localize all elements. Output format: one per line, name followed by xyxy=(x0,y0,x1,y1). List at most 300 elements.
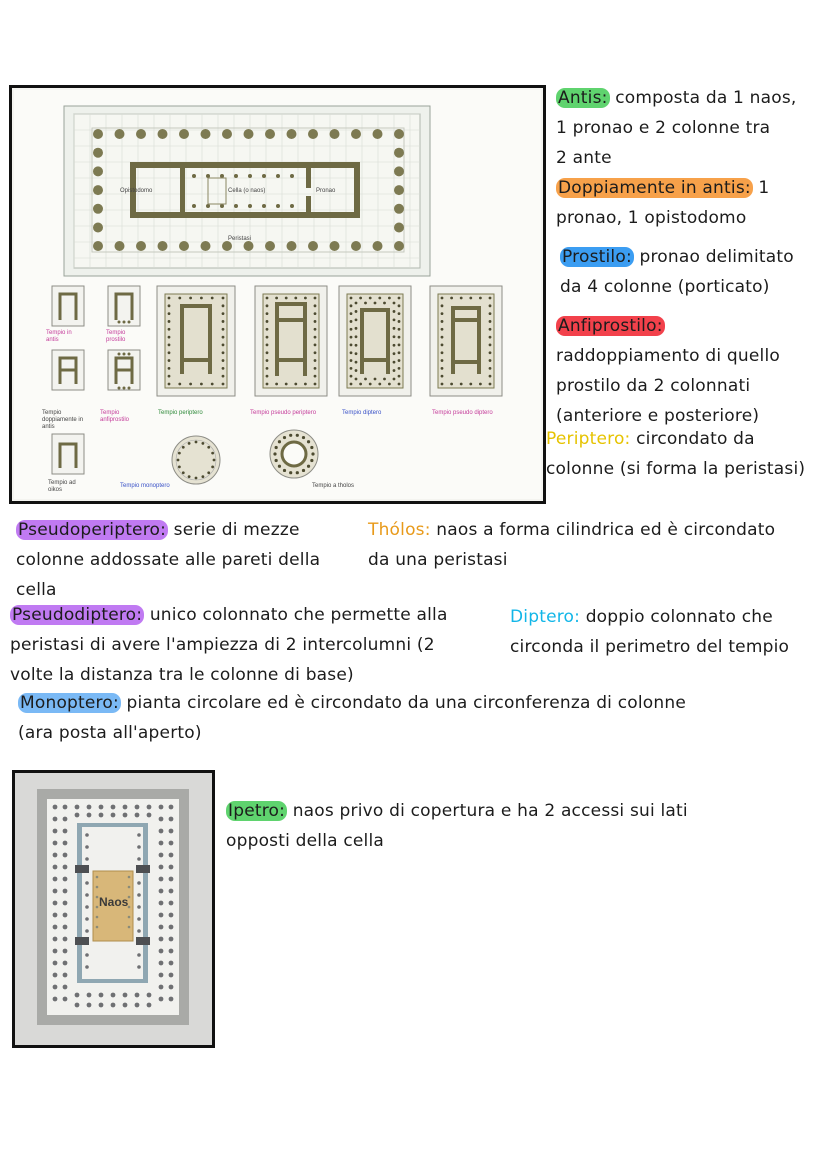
column-mark xyxy=(222,367,225,370)
column-mark xyxy=(489,297,492,300)
column-mark xyxy=(469,297,472,300)
column-mark xyxy=(222,344,225,347)
column-mark xyxy=(275,297,278,300)
column-mark xyxy=(158,129,168,139)
column-mark xyxy=(248,174,252,178)
column-mark xyxy=(87,993,92,998)
column-mark xyxy=(169,901,174,906)
column-mark xyxy=(159,985,164,990)
column-mark xyxy=(287,129,297,139)
column-mark xyxy=(147,993,152,998)
label-tempio-anfiprostilo: Tempio anfiprostilo xyxy=(100,410,130,423)
column-mark xyxy=(177,459,180,462)
term-tholos: Thólos: xyxy=(368,520,431,540)
column-mark xyxy=(393,335,396,338)
column-mark xyxy=(147,813,152,818)
note-pseudoperiptero xyxy=(16,515,361,605)
column-mark xyxy=(115,241,125,251)
column-mark xyxy=(266,304,269,307)
column-mark xyxy=(192,174,196,178)
column-mark xyxy=(93,148,103,158)
column-mark xyxy=(244,129,254,139)
column-mark xyxy=(290,204,294,208)
column-mark xyxy=(222,375,225,378)
column-mark xyxy=(159,913,164,918)
column-mark xyxy=(93,129,103,139)
column-mark xyxy=(359,383,362,386)
column-mark xyxy=(441,344,444,347)
column-mark xyxy=(201,475,204,478)
column-mark xyxy=(207,471,210,474)
column-mark xyxy=(394,241,404,251)
column-mark xyxy=(450,297,453,300)
column-mark xyxy=(137,929,141,933)
column-mark xyxy=(394,166,404,176)
column-mark xyxy=(169,937,174,942)
column-mark xyxy=(266,351,269,354)
tholos-line-2: da una peristasi xyxy=(368,550,508,570)
column-mark xyxy=(262,174,266,178)
column-mark xyxy=(248,204,252,208)
column-mark xyxy=(182,471,185,474)
column-mark xyxy=(93,241,103,251)
column-mark xyxy=(53,961,58,966)
tholos-line-1: naos a forma cilindrica ed è circondato xyxy=(436,520,776,540)
temple-plans-svg xyxy=(12,88,543,501)
column-mark xyxy=(394,185,404,195)
naos-label: Naos xyxy=(99,895,129,909)
ipetro-line-1: naos privo di copertura e ha 2 accessi sui lati xyxy=(292,801,688,821)
column-mark xyxy=(99,805,104,810)
temple-plans-figure xyxy=(9,85,546,504)
column-mark xyxy=(351,129,361,139)
column-mark xyxy=(393,361,396,364)
note-anfiprostilo xyxy=(556,311,824,431)
column-mark xyxy=(85,917,89,921)
column-mark xyxy=(314,297,317,300)
column-mark xyxy=(307,465,310,468)
column-mark xyxy=(179,129,189,139)
column-mark xyxy=(53,937,58,942)
column-mark xyxy=(398,367,401,370)
column-mark xyxy=(302,469,305,472)
column-mark xyxy=(75,813,80,818)
column-mark xyxy=(460,383,463,386)
column-mark xyxy=(93,166,103,176)
note-ipetro xyxy=(226,796,766,856)
column-mark xyxy=(135,1003,140,1008)
column-mark xyxy=(189,297,192,300)
term-ipetro: Ipetro: xyxy=(228,801,286,821)
column-mark xyxy=(159,853,164,858)
column-mark xyxy=(350,359,353,362)
column-mark xyxy=(350,375,353,378)
column-mark xyxy=(137,845,141,849)
column-mark xyxy=(307,440,310,443)
column-mark xyxy=(285,297,288,300)
column-mark xyxy=(350,344,353,347)
column-mark xyxy=(266,367,269,370)
column-mark xyxy=(266,336,269,339)
column-mark xyxy=(350,304,353,307)
column-mark xyxy=(168,328,171,331)
column-mark xyxy=(169,913,174,918)
column-mark xyxy=(266,320,269,323)
column-mark xyxy=(314,328,317,331)
column-mark xyxy=(63,853,68,858)
column-mark xyxy=(169,961,174,966)
column-mark xyxy=(123,1003,128,1008)
column-mark xyxy=(276,174,280,178)
column-mark xyxy=(394,148,404,158)
column-mark xyxy=(137,917,141,921)
column-mark xyxy=(302,436,305,439)
column-mark xyxy=(53,949,58,954)
column-mark xyxy=(441,312,444,315)
column-mark xyxy=(63,805,68,810)
label-tempio-monoptero: Tempio monoptero xyxy=(120,483,170,489)
column-mark xyxy=(159,997,164,1002)
pseudodiptero-line-2: peristasi di avere l'ampiezza di 2 intercolumni (2 xyxy=(10,635,435,655)
column-mark xyxy=(63,997,68,1002)
column-mark xyxy=(96,906,99,909)
pseudoperiptero-line-1: serie di mezze xyxy=(173,520,300,540)
column-mark xyxy=(63,913,68,918)
column-mark xyxy=(393,327,396,330)
column-mark xyxy=(266,359,269,362)
column-mark xyxy=(308,241,318,251)
column-mark xyxy=(441,383,444,386)
column-mark xyxy=(147,1003,152,1008)
column-mark xyxy=(310,446,313,449)
column-mark xyxy=(188,442,191,445)
column-mark xyxy=(265,129,275,139)
column-mark xyxy=(136,241,146,251)
column-mark xyxy=(137,965,141,969)
column-mark xyxy=(168,320,171,323)
column-mark xyxy=(53,829,58,834)
column-mark xyxy=(159,889,164,894)
column-mark xyxy=(63,817,68,822)
column-mark xyxy=(289,471,292,474)
column-mark xyxy=(123,993,128,998)
column-mark xyxy=(75,993,80,998)
column-mark xyxy=(53,913,58,918)
column-mark xyxy=(168,383,171,386)
column-mark xyxy=(355,310,358,313)
column-mark xyxy=(96,926,99,929)
column-mark xyxy=(169,925,174,930)
periptero-line-1: circondato da xyxy=(636,429,755,449)
column-mark xyxy=(350,328,353,331)
column-mark xyxy=(87,1003,92,1008)
column-mark xyxy=(63,889,68,894)
column-mark xyxy=(53,841,58,846)
term-pseudoperiptero: Pseudoperiptero: xyxy=(18,520,167,540)
column-mark xyxy=(222,129,232,139)
column-mark xyxy=(222,320,225,323)
column-mark xyxy=(489,359,492,362)
diptero-line-1: doppio colonnato che xyxy=(585,607,773,627)
column-mark xyxy=(383,378,386,381)
column-mark xyxy=(96,896,99,899)
doppiamente-line-2: pronao, 1 opistodomo xyxy=(556,208,747,228)
column-mark xyxy=(308,129,318,139)
column-mark xyxy=(169,865,174,870)
monoptero-line-1: pianta circolare ed è circondato da una circonferenza di colonne xyxy=(126,693,686,713)
anfiprostilo-line-1: raddoppiamento di quello xyxy=(556,346,780,366)
column-mark xyxy=(189,383,192,386)
column-mark xyxy=(350,351,353,354)
column-mark xyxy=(63,829,68,834)
column-mark xyxy=(85,893,89,897)
antis-line-3: 2 ante xyxy=(556,148,612,168)
column-mark xyxy=(294,297,297,300)
column-mark xyxy=(278,440,281,443)
column-mark xyxy=(207,446,210,449)
column-mark xyxy=(159,817,164,822)
column-mark xyxy=(53,973,58,978)
column-mark xyxy=(201,241,211,251)
column-mark xyxy=(296,471,299,474)
column-mark xyxy=(266,344,269,347)
column-mark xyxy=(87,805,92,810)
column-mark xyxy=(314,351,317,354)
column-mark xyxy=(53,805,58,810)
column-mark xyxy=(398,359,401,362)
column-mark xyxy=(211,297,214,300)
column-mark xyxy=(441,320,444,323)
column-mark xyxy=(169,949,174,954)
label-tempio-ad-oikos: Tempio ad oikos xyxy=(48,480,76,493)
column-mark xyxy=(135,993,140,998)
column-mark xyxy=(398,383,401,386)
column-mark xyxy=(394,204,404,214)
column-mark xyxy=(159,949,164,954)
column-mark xyxy=(159,877,164,882)
note-periptero xyxy=(546,424,828,484)
column-mark xyxy=(123,805,128,810)
column-mark xyxy=(469,383,472,386)
column-mark xyxy=(441,367,444,370)
column-mark xyxy=(63,877,68,882)
note-monoptero xyxy=(18,688,818,748)
column-mark xyxy=(398,304,401,307)
column-mark xyxy=(450,383,453,386)
column-mark xyxy=(265,241,275,251)
column-mark xyxy=(168,375,171,378)
column-mark xyxy=(200,297,203,300)
column-mark xyxy=(169,805,174,810)
column-mark xyxy=(111,805,116,810)
column-mark xyxy=(169,889,174,894)
column-mark xyxy=(489,328,492,331)
column-mark xyxy=(441,351,444,354)
column-mark xyxy=(85,929,89,933)
column-mark xyxy=(285,383,288,386)
column-mark xyxy=(294,383,297,386)
column-mark xyxy=(147,805,152,810)
label-tempio-tholos: Tempio a tholos xyxy=(312,483,355,489)
column-mark xyxy=(350,320,353,323)
column-mark xyxy=(115,129,125,139)
column-mark xyxy=(393,344,396,347)
column-mark xyxy=(393,369,396,372)
column-mark xyxy=(85,833,89,837)
column-mark xyxy=(137,857,141,861)
column-mark xyxy=(188,475,191,478)
column-mark xyxy=(398,351,401,354)
column-mark xyxy=(489,336,492,339)
column-mark xyxy=(266,297,269,300)
column-mark xyxy=(355,352,358,355)
column-mark xyxy=(168,312,171,315)
column-mark xyxy=(96,876,99,879)
column-mark xyxy=(378,383,381,386)
column-mark xyxy=(275,383,278,386)
column-mark xyxy=(96,886,99,889)
column-mark xyxy=(222,351,225,354)
column-mark xyxy=(182,446,185,449)
label-pronao: Pronao xyxy=(316,188,336,194)
column-mark xyxy=(393,378,396,381)
column-mark xyxy=(314,344,317,347)
note-pseudodiptero xyxy=(10,600,500,690)
column-mark xyxy=(53,901,58,906)
column-mark xyxy=(85,881,89,885)
column-mark xyxy=(159,865,164,870)
column-mark xyxy=(266,312,269,315)
column-mark xyxy=(311,452,314,455)
label-tempio-diptero: Tempio diptero xyxy=(342,410,382,416)
column-mark xyxy=(96,916,99,919)
label-peristasi: Peristasi xyxy=(228,236,252,242)
column-mark xyxy=(350,367,353,370)
term-diptero: Diptero: xyxy=(510,607,581,627)
column-mark xyxy=(314,336,317,339)
antis-line-2: 1 pronao e 2 colonne tra xyxy=(556,118,771,138)
column-mark xyxy=(359,297,362,300)
column-mark xyxy=(489,351,492,354)
column-mark xyxy=(169,985,174,990)
column-mark xyxy=(489,367,492,370)
column-mark xyxy=(383,302,386,305)
column-mark xyxy=(137,893,141,897)
anfiprostilo-line-3: (anteriore e posteriore) xyxy=(556,406,760,426)
column-mark xyxy=(168,297,171,300)
column-mark xyxy=(137,833,141,837)
label-tempio-prostilo: Tempio prostilo xyxy=(106,330,126,343)
column-mark xyxy=(168,344,171,347)
column-mark xyxy=(159,829,164,834)
column-mark xyxy=(63,961,68,966)
periptero-line-2: colonne (si forma la peristasi) xyxy=(546,459,806,479)
column-mark xyxy=(168,359,171,362)
column-mark xyxy=(53,925,58,930)
column-mark xyxy=(304,297,307,300)
term-periptero: Periptero: xyxy=(546,429,631,449)
column-mark xyxy=(99,1003,104,1008)
column-mark xyxy=(206,204,210,208)
column-mark xyxy=(63,985,68,990)
column-mark xyxy=(128,876,131,879)
column-mark xyxy=(169,829,174,834)
column-mark xyxy=(283,436,286,439)
column-mark xyxy=(355,344,358,347)
column-mark xyxy=(63,865,68,870)
label-opistodomo: Opistodomo xyxy=(120,188,153,194)
column-mark xyxy=(200,383,203,386)
column-mark xyxy=(53,853,58,858)
note-prostilo xyxy=(560,242,826,302)
column-mark xyxy=(93,223,103,233)
diptero-line-2: circonda il perimetro del tempio xyxy=(510,637,790,657)
prostilo-line-1: pronao delimitato xyxy=(639,247,794,267)
column-mark xyxy=(63,973,68,978)
column-mark xyxy=(350,297,353,300)
column-mark xyxy=(99,993,104,998)
column-mark xyxy=(85,905,89,909)
label-tempio-periptero: Tempio periptero xyxy=(158,410,203,416)
column-mark xyxy=(53,997,58,1002)
column-mark xyxy=(287,241,297,251)
column-mark xyxy=(192,204,196,208)
column-mark xyxy=(111,993,116,998)
column-mark xyxy=(169,853,174,858)
term-anfiprostilo: Anfiprostilo: xyxy=(558,316,663,336)
column-mark xyxy=(168,351,171,354)
column-mark xyxy=(374,378,377,381)
column-mark xyxy=(222,312,225,315)
column-mark xyxy=(393,310,396,313)
label-tempio-pseudoperiptero: Tempio pseudo periptero xyxy=(250,410,317,416)
column-mark xyxy=(441,328,444,331)
note-tholos xyxy=(368,515,826,575)
column-mark xyxy=(350,336,353,339)
column-mark xyxy=(283,469,286,472)
column-mark xyxy=(355,335,358,338)
column-mark xyxy=(159,937,164,942)
column-mark xyxy=(85,845,89,849)
column-mark xyxy=(369,297,372,300)
column-mark xyxy=(314,304,317,307)
column-mark xyxy=(330,129,340,139)
column-mark xyxy=(178,452,181,455)
column-mark xyxy=(374,302,377,305)
column-mark xyxy=(53,985,58,990)
label-tempio-doppiamente: Tempio doppiamente in antis xyxy=(42,410,84,430)
column-mark xyxy=(201,129,211,139)
column-mark xyxy=(355,327,358,330)
column-mark xyxy=(159,841,164,846)
column-mark xyxy=(355,378,358,381)
column-mark xyxy=(262,204,266,208)
term-pseudodiptero: Pseudodiptero: xyxy=(12,605,143,625)
column-mark xyxy=(220,204,224,208)
column-mark xyxy=(99,813,104,818)
column-mark xyxy=(479,297,482,300)
column-mark xyxy=(398,320,401,323)
column-mark xyxy=(234,204,238,208)
label-tempio-in-antis: Tempio in antis xyxy=(46,330,72,343)
column-mark xyxy=(63,937,68,942)
column-mark xyxy=(179,241,189,251)
term-antis: Antis: xyxy=(558,88,608,108)
column-mark xyxy=(169,841,174,846)
pseudodiptero-line-3: volte la distanza tra le colonne di base) xyxy=(10,665,354,685)
column-mark xyxy=(350,383,353,386)
column-mark xyxy=(53,817,58,822)
